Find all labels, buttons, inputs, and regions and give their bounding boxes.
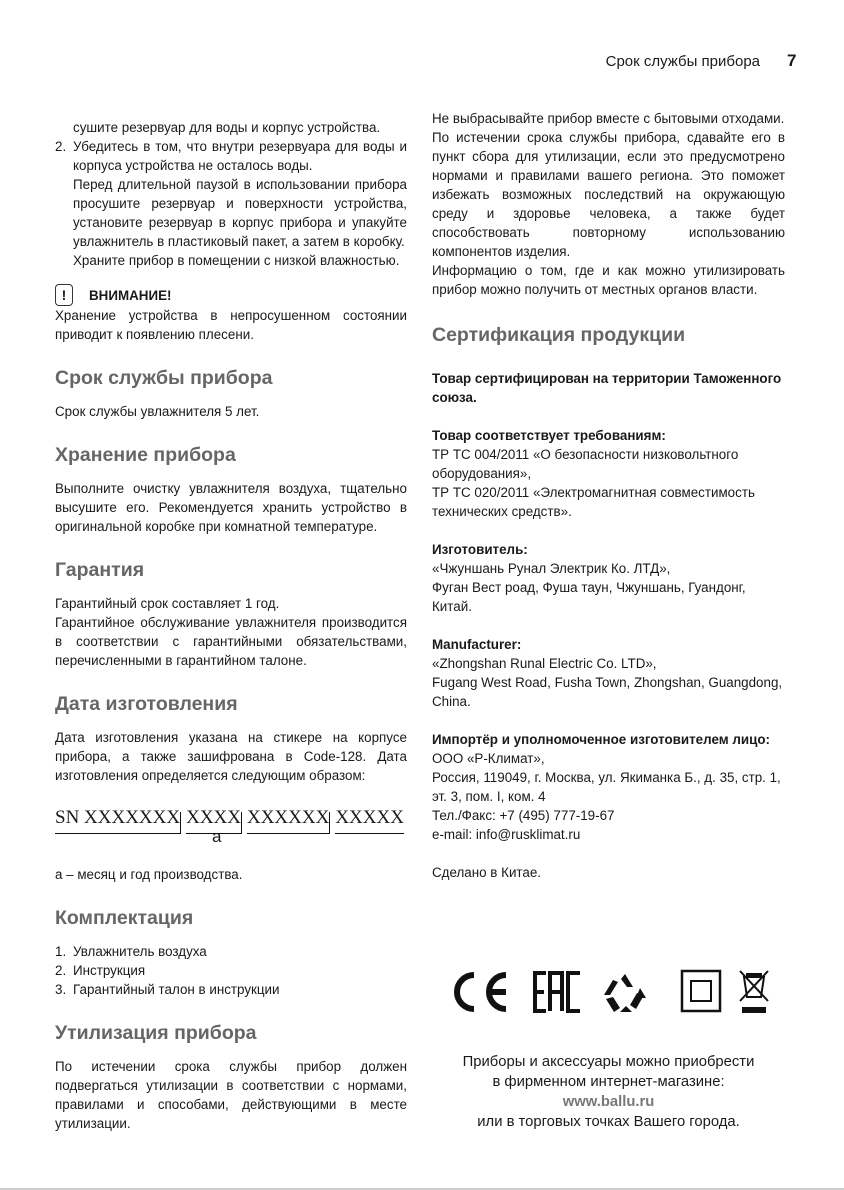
kit-item-text: Инструкция — [73, 963, 146, 978]
ce-mark-icon — [448, 969, 512, 1015]
code-segment-date: XXXX — [186, 807, 241, 834]
maker-label: Изготовитель: — [432, 542, 528, 557]
footer-line: Приборы и аксессуары можно приобрести — [462, 1054, 755, 1070]
manufacture-date-text: Дата изготовления указана на стикере на корпусе прибора, а также зашифрована в Code-128. Дата изготовления определяется следующим образом: — [55, 730, 407, 783]
shop-footer — [432, 1052, 785, 1132]
disposal-info: Информацию о том, где и как можно утилизировать прибор можно получить от местных органов власти. — [432, 263, 785, 297]
page-number: 7 — [787, 51, 797, 70]
serial-code-diagram — [55, 807, 407, 857]
kit-item — [55, 942, 407, 961]
warranty-term: Гарантийный срок составляет 1 год. — [55, 596, 280, 611]
kit-heading: Комплектация — [55, 907, 194, 929]
step2-number: 2. — [55, 139, 67, 154]
requirement-item: ТР ТС 020/2011 «Электромагнитная совместимость технических средств». — [432, 485, 755, 519]
storage-heading: Хранение прибора — [55, 444, 236, 466]
warning-text: Хранение устройства в непросушенном состоянии приводит к появлению плесени. — [55, 308, 407, 342]
certification-statement: Товар сертифицирован на территории Таможенного союза. — [432, 371, 782, 405]
code-legend: а – месяц и год производства. — [55, 867, 243, 882]
kit-item — [55, 961, 407, 980]
warning-label: ВНИМАНИЕ! — [89, 287, 172, 303]
certification-heading: Сертификация продукции — [432, 324, 686, 346]
importer-email: e-mail: info@rusklimat.ru — [432, 827, 581, 842]
kit-item — [55, 980, 407, 999]
maker-name: «Чжуншань Рунал Электрик Ко. ЛТД», — [432, 561, 671, 576]
kit-item-text: Увлажнитель воздуха — [73, 944, 207, 959]
left-column — [55, 118, 407, 1133]
kit-item-text: Гарантийный талон в инструкции — [73, 982, 280, 997]
kit-item-number: 2. — [55, 963, 67, 978]
made-in-label: Сделано в Китае. — [432, 865, 542, 880]
kit-item-number: 1. — [55, 944, 67, 959]
disposal-text: По истечении срока службы прибор должен подвергаться утилизации в соответствии с нормами, правилами и способами, действующими в месте утилизации. — [55, 1059, 407, 1131]
requirements-label: Товар соответствует требованиям: — [432, 428, 666, 443]
code-segment-serial: SN XXXXXXX — [55, 807, 180, 834]
disposal-warning: Не выбрасывайте прибор вместе с бытовыми отходами. — [432, 111, 785, 126]
manufacturer-label: Manufacturer: — [432, 637, 522, 652]
certification-icons — [448, 967, 778, 1017]
footer-line: в фирменном интернет-магазине: — [492, 1074, 725, 1090]
manufacturer-address: Fugang West Road, Fusha Town, Zhongshan, Guangdong, China. — [432, 675, 783, 709]
running-header-title: Срок службы прибора — [605, 53, 760, 70]
importer-label: Импортёр и уполномоченное изготовителем лицо: — [432, 732, 770, 747]
disposal-heading: Утилизация прибора — [55, 1022, 257, 1044]
code-segment-4: XXXXX — [335, 807, 404, 834]
importer-address: Россия, 119049, г. Москва, ул. Якиманка Б., д. 35, стр. 1, эт. 3, пом. I, ком. 4 — [432, 770, 781, 804]
service-life-text: Срок службы увлажнителя 5 лет. — [55, 404, 260, 419]
serial-code — [55, 807, 404, 834]
storage-humidity-note: Храните прибор в помещении с низкой влажностью. — [73, 253, 400, 268]
service-life-heading: Срок службы прибора — [55, 367, 273, 389]
right-column — [432, 109, 785, 882]
step1-continuation: сушите резервуар для воды и корпус устройства. — [73, 120, 381, 135]
maker-address: Фуган Вест роад, Фуша таун, Чжуншань, Гуандонг, Китай. — [432, 580, 746, 614]
importer-name: ООО «Р-Климат», — [432, 751, 545, 766]
step2 — [55, 137, 407, 175]
disposal-collection: По истечении срока службы прибора, сдавайте его в пункт сбора для утилизации, если это предусмотрено нормами и правилами вашего региона. Это поможет избежать возможных последствий на окружающую среду и здоровье человека, а также будет способствовать повторному использованию компонентов изделия. — [432, 130, 785, 259]
eac-mark-icon — [532, 969, 584, 1015]
kit-item-number: 3. — [55, 982, 67, 997]
manufacture-date-heading: Дата изготовления — [55, 693, 238, 715]
double-insulation-icon — [680, 969, 722, 1013]
step2-text: Убедитесь в том, что внутри резервуара для воды и корпуса устройства не осталось воды. — [73, 139, 407, 173]
shop-link[interactable]: www.ballu.ru — [562, 1094, 655, 1110]
code-marker: a — [212, 827, 222, 846]
warning-icon: ! — [55, 284, 73, 306]
warning-block — [55, 284, 407, 306]
footer-line: или в торговых точках Вашего города. — [477, 1114, 740, 1130]
storage-instruction: Перед длительной паузой в использовании прибора просушите резервуар и поверхности устройства, установите резервуар в корпус прибора и упакуйте увлажнитель в пластиковый пакет, а затем в коробку. — [73, 177, 407, 249]
requirement-item: ТР ТС 004/2011 «О безопасности низковольтного оборудования», — [432, 447, 739, 481]
warranty-heading: Гарантия — [55, 559, 145, 581]
code-segment-3: XXXXXX — [247, 807, 329, 834]
warranty-service: Гарантийное обслуживание увлажнителя производится в соответствии с гарантийными обязательствами, перечисленными в гарантийном талоне. — [55, 615, 407, 668]
manufacturer-name: «Zhongshan Runal Electric Co. LTD», — [432, 656, 657, 671]
storage-text: Выполните очистку увлажнителя воздуха, тщательно высушите его. Рекомендуется хранить устройство в оригинальной коробке при комнатной температуре. — [55, 481, 407, 534]
recycle-icon — [600, 971, 650, 1015]
weee-bin-icon — [738, 967, 770, 1015]
importer-phone: Тел./Факс: +7 (495) 777-19-67 — [432, 808, 615, 823]
